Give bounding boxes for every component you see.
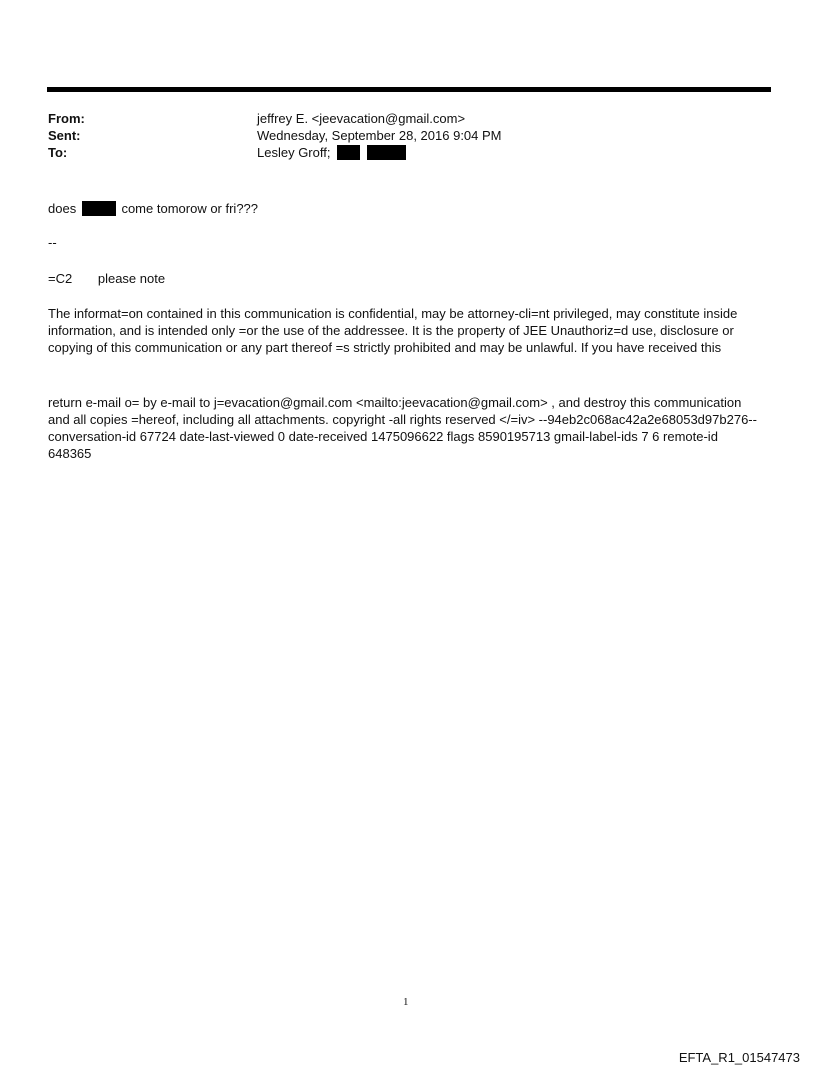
signature-separator: -- xyxy=(48,235,57,250)
message-text: does xyxy=(48,201,77,216)
to-value-wrap xyxy=(257,144,406,161)
sent-label: Sent: xyxy=(48,128,81,143)
note-code: =C2 xyxy=(48,271,73,286)
to-value: Lesley Groff; xyxy=(257,145,331,160)
disclaimer-paragraph-2: return e-mail o= by e-mail to j=evacation@gmail.com <mailto:jeevacation@gmail.com> , and destroy this communication and all copies =hereof, including all attachments. copyright -all rights reserved </=iv> --94eb2c068ac42a2e68053d97b276-- conversation-id 67724 date-last-viewed 0 date-received 1475096622 flags 8590195713 gmail-label-ids 7 6 remote-id 648365 xyxy=(48,395,757,461)
sent-value: Wednesday, September 28, 2016 9:04 PM xyxy=(257,128,502,143)
to-label: To: xyxy=(48,145,68,160)
note-text: please note xyxy=(97,271,166,286)
header-rule xyxy=(47,87,771,92)
redaction-box xyxy=(82,201,116,216)
page-number: 1 xyxy=(403,996,409,1008)
from-label: From: xyxy=(48,111,85,126)
disclaimer-paragraph: The informat=on contained in this communication is confidential, may be attorney-cli=nt privileged, may constitute inside information, and is intended only =or the use of the addressee. It is the property of JEE Unauthoriz=d use, disclosure or copying of this communication or any part thereof =s strictly prohibited and may be unlawful. If you have received this xyxy=(48,306,738,355)
from-value: jeffrey E. <jeevacation@gmail.com> xyxy=(257,111,466,126)
redaction-box xyxy=(367,145,406,160)
note-line xyxy=(48,270,165,287)
message-line xyxy=(48,200,258,217)
redaction-box xyxy=(337,145,360,160)
footer-id: EFTA_R1_01547473 xyxy=(678,1050,800,1065)
message-text: come tomorow or fri??? xyxy=(121,201,259,216)
